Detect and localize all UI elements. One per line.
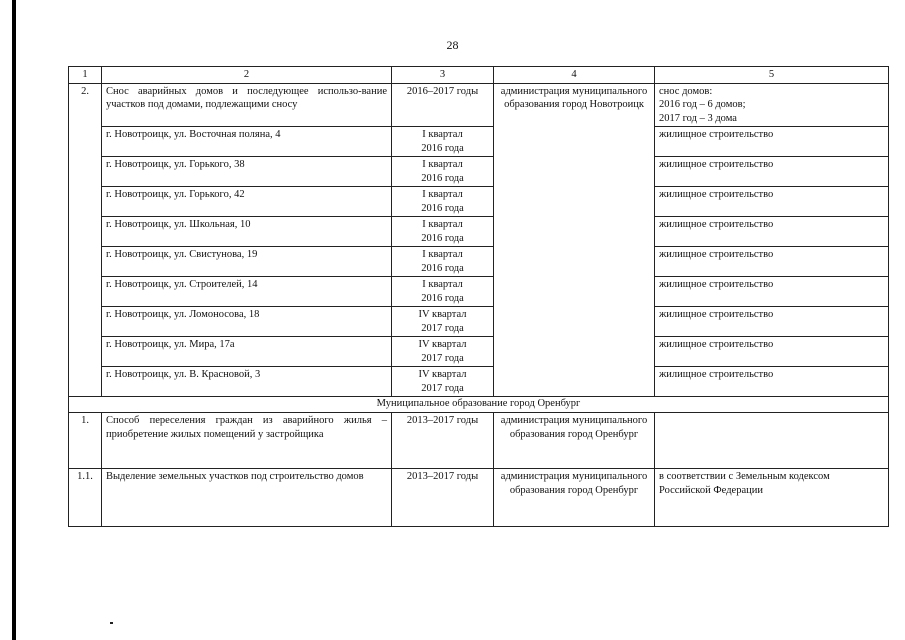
- quarter-cell: [392, 217, 494, 247]
- row-period: 2013–2017 годы: [392, 413, 494, 469]
- table-row: [69, 247, 889, 277]
- quarter-label: I квартал: [422, 159, 463, 170]
- address-cell: г. Новотроицк, ул. Горького, 42: [102, 187, 392, 217]
- year-label: 2016 года: [421, 232, 464, 244]
- table-row: [69, 413, 889, 469]
- table-row: [69, 307, 889, 337]
- col-number-3: 3: [392, 67, 494, 84]
- address-cell: г. Новотроицк, ул. Горького, 38: [102, 157, 392, 187]
- col-number-2: 2: [102, 67, 392, 84]
- empty-cell: [494, 127, 655, 157]
- empty-cell: [494, 247, 655, 277]
- page-number: 28: [446, 38, 459, 52]
- address-cell: г. Новотроицк, ул. Восточная поляна, 4: [102, 127, 392, 157]
- empty-cell: [69, 247, 102, 277]
- year-label: 2016 года: [421, 142, 464, 154]
- section-heading-row: [69, 397, 889, 413]
- quarter-label: IV квартал: [418, 369, 467, 380]
- use-cell: жилищное строительство: [655, 217, 889, 247]
- quarter-label: IV квартал: [418, 339, 467, 350]
- quarter-cell: [392, 367, 494, 397]
- table-row: [69, 127, 889, 157]
- quarter-cell: [392, 187, 494, 217]
- empty-cell: [494, 217, 655, 247]
- empty-cell: [69, 187, 102, 217]
- row-result: в соответствии с Земельным кодексом Российской Федерации: [655, 469, 889, 527]
- row-number: 1.: [69, 413, 102, 469]
- column-number-row: [69, 67, 889, 84]
- address-cell: г. Новотроицк, ул. Ломоносова, 18: [102, 307, 392, 337]
- row-number: 1.1.: [69, 469, 102, 527]
- empty-cell: [69, 127, 102, 157]
- table-row: [69, 187, 889, 217]
- row-description: Выделение земельных участков под строительство домов: [102, 469, 392, 527]
- use-cell: жилищное строительство: [655, 337, 889, 367]
- quarter-label: I квартал: [422, 189, 463, 200]
- section-heading: Муниципальное образование город Оренбург: [69, 397, 889, 413]
- quarter-label: I квартал: [422, 279, 463, 290]
- result-line: 2016 год – 6 домов;: [659, 99, 746, 110]
- row-executor: администрация муниципального образования город Оренбург: [494, 413, 655, 469]
- quarter-cell: [392, 127, 494, 157]
- use-cell: жилищное строительство: [655, 127, 889, 157]
- year-label: 2016 года: [421, 172, 464, 184]
- quarter-label: IV квартал: [418, 309, 467, 320]
- empty-cell: [69, 337, 102, 367]
- empty-cell: [494, 367, 655, 397]
- quarter-label: I квартал: [422, 249, 463, 260]
- row-result: [655, 413, 889, 469]
- table-row: [69, 217, 889, 247]
- row-period: 2016–2017 годы: [392, 83, 494, 127]
- use-cell: жилищное строительство: [655, 187, 889, 217]
- plan-table: [68, 66, 889, 527]
- row-executor: администрация муниципального образования город Оренбург: [494, 469, 655, 527]
- address-cell: г. Новотроицк, ул. В. Красновой, 3: [102, 367, 392, 397]
- scan-speck: [110, 622, 113, 624]
- row-description: Снос аварийных домов и последующее использо-вание участков под домами, подлежащими сносу: [102, 83, 392, 127]
- empty-cell: [494, 277, 655, 307]
- empty-cell: [494, 157, 655, 187]
- address-cell: г. Новотроицк, ул. Строителей, 14: [102, 277, 392, 307]
- address-cell: г. Новотроицк, ул. Мира, 17а: [102, 337, 392, 367]
- empty-cell: [69, 277, 102, 307]
- scan-binding-edge: [12, 0, 16, 640]
- row-description: Способ переселения граждан из аварийного жилья – приобретение жилых помещений у застройщика: [102, 413, 392, 469]
- row-number: 2.: [69, 83, 102, 127]
- result-line: 2017 год – 3 дома: [659, 112, 737, 124]
- table-row: [69, 277, 889, 307]
- col-number-4: 4: [494, 67, 655, 84]
- use-cell: жилищное строительство: [655, 157, 889, 187]
- year-label: 2016 года: [421, 262, 464, 274]
- table-row: [69, 337, 889, 367]
- empty-cell: [69, 367, 102, 397]
- use-cell: жилищное строительство: [655, 307, 889, 337]
- empty-cell: [494, 187, 655, 217]
- row-result: [655, 83, 889, 127]
- year-label: 2016 года: [421, 292, 464, 304]
- result-line: снос домов:: [659, 85, 713, 97]
- table-row: [69, 83, 889, 127]
- table-row: [69, 367, 889, 397]
- quarter-cell: [392, 247, 494, 277]
- quarter-cell: [392, 337, 494, 367]
- use-cell: жилищное строительство: [655, 277, 889, 307]
- year-label: 2017 года: [421, 382, 464, 394]
- row-executor: администрация муниципального образования город Новотроицк: [494, 83, 655, 127]
- use-cell: жилищное строительство: [655, 367, 889, 397]
- empty-cell: [69, 307, 102, 337]
- quarter-cell: [392, 307, 494, 337]
- quarter-label: I квартал: [422, 129, 463, 140]
- quarter-label: I квартал: [422, 219, 463, 230]
- quarter-cell: [392, 277, 494, 307]
- empty-cell: [69, 157, 102, 187]
- table-row: [69, 157, 889, 187]
- year-label: 2016 года: [421, 202, 464, 214]
- year-label: 2017 года: [421, 352, 464, 364]
- empty-cell: [69, 217, 102, 247]
- year-label: 2017 года: [421, 322, 464, 334]
- table-row: [69, 469, 889, 527]
- address-cell: г. Новотроицк, ул. Школьная, 10: [102, 217, 392, 247]
- use-cell: жилищное строительство: [655, 247, 889, 277]
- empty-cell: [494, 307, 655, 337]
- empty-cell: [494, 337, 655, 367]
- quarter-cell: [392, 157, 494, 187]
- col-number-1: 1: [69, 67, 102, 84]
- row-period: 2013–2017 годы: [392, 469, 494, 527]
- address-cell: г. Новотроицк, ул. Свистунова, 19: [102, 247, 392, 277]
- col-number-5: 5: [655, 67, 889, 84]
